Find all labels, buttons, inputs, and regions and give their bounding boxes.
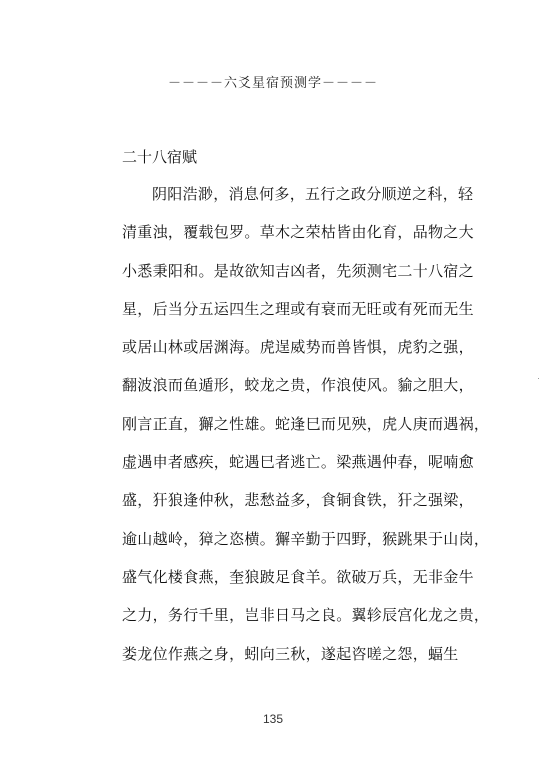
text-line: 清重浊，覆载包罗。草木之荣枯皆由化育，品物之大 xyxy=(122,223,474,242)
body-text xyxy=(122,184,490,682)
text-line: 逾山越岭，獐之恣横。獬辛勤于四野，猴跳果于山岗， xyxy=(122,529,490,548)
text-line: 翻波浪而鱼遁形，蛟龙之贵，作浪使风。貐之胆大， xyxy=(122,376,474,395)
text-line: 小悉秉阳和。是故欲知吉凶者，先须测宅二十八宿之 xyxy=(122,261,474,280)
text-line: 刚言正直，獬之性雄。蛇逢巳而见殃，虎人庚而遇祸， xyxy=(122,414,490,433)
text-line: 星，后当分五运四生之理或有衰而无旺或有死而无生 xyxy=(122,299,474,318)
text-line: 之力，务行千里，岂非日马之良。翼轸辰宫化龙之贵， xyxy=(122,606,490,625)
page-number: 135 xyxy=(262,712,284,726)
text-line: 盛气化楼食燕，奎狼跛足食羊。欲破万兵，无非金牛 xyxy=(122,567,474,586)
text-line: 虚遇申者感疾，蛇遇巳者逃亡。梁燕遇仲春，呢喃愈 xyxy=(122,453,474,472)
text-line: 阴阳浩渺，消息何多，五行之政分顺逆之科，轻 xyxy=(152,185,474,203)
scan-speck xyxy=(538,378,539,379)
text-line: 盛，犴狼逢仲秋，悲愁益多，食铜食铁，犴之强梁， xyxy=(122,491,474,510)
text-line: 或居山林或居渊海。虎逞威势而兽皆惧，虎豹之强， xyxy=(122,338,474,357)
running-header: －－－－六爻星宿预测学－－－－ xyxy=(167,76,378,91)
section-title: 二十八宿赋 xyxy=(122,148,198,166)
text-line: 娄龙位作燕之身，蚓向三秋，遂起咨嗟之怨，蝠生 xyxy=(122,644,459,663)
